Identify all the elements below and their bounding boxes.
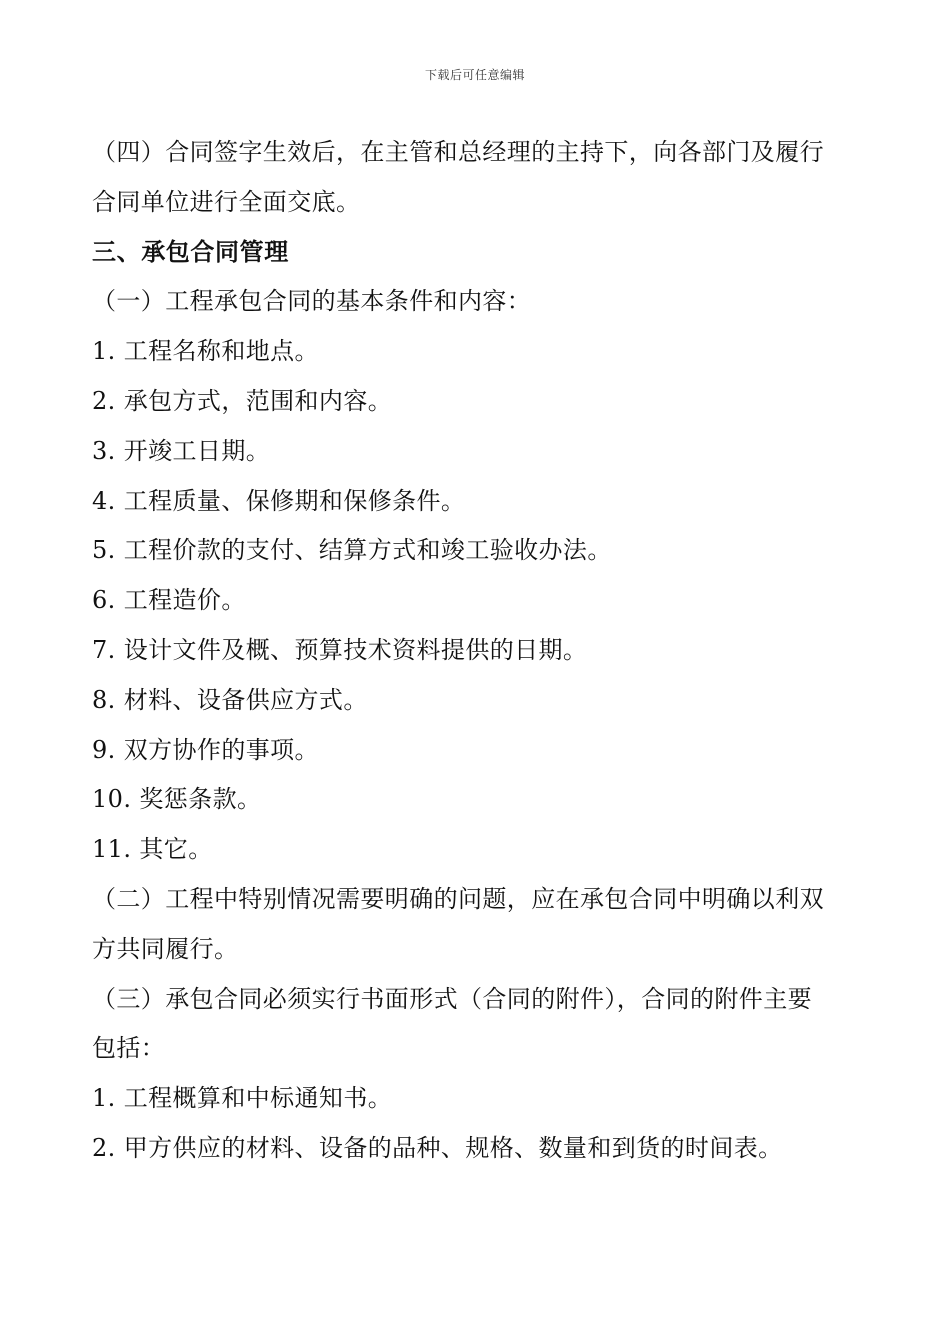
list-item: 11. 其它。 [92,835,213,864]
list-item: 1. 工程概算和中标通知书。 [92,1084,393,1113]
paragraph-line: 合同单位进行全面交底。 [92,187,361,216]
list-item: 4. 工程质量、保修期和保修条件。 [92,486,466,515]
subsection-line: （三）承包合同必须实行书面形式（合同的附件），合同的附件主要 [92,984,812,1013]
list-item: 3. 开竣工日期。 [92,436,271,465]
list-item: 10. 奖惩条款。 [92,785,262,814]
list-item: 2. 承包方式，范围和内容。 [92,386,393,415]
section-heading: 三、承包合同管理 [92,237,289,266]
list-item: 2. 甲方供应的材料、设备的品种、规格、数量和到货的时间表。 [92,1133,783,1162]
paragraph-line: （四）合同签字生效后，在主管和总经理的主持下，向各部门及履行 [92,138,824,166]
paragraph-line: 包括： [92,1034,166,1063]
subsection-line: （二）工程中特别情况需要明确的问题，应在承包合同中明确以利双 [92,884,824,913]
document-body [92,128,867,1174]
page-header: 下载后可任意编辑 [424,68,525,82]
list-item: 5. 工程价款的支付、结算方式和竣工验收办法。 [92,536,612,565]
list-item: 7. 设计文件及概、预算技术资料提供的日期。 [92,635,588,664]
paragraph-line: 方共同履行。 [92,934,239,963]
list-item: 1. 工程名称和地点。 [92,337,319,366]
list-item: 8. 材料、设备供应方式。 [92,685,368,714]
subsection-line: （一）工程承包合同的基本条件和内容： [92,287,532,316]
list-item: 9. 双方协作的事项。 [92,735,319,764]
list-item: 6. 工程造价。 [92,586,246,615]
